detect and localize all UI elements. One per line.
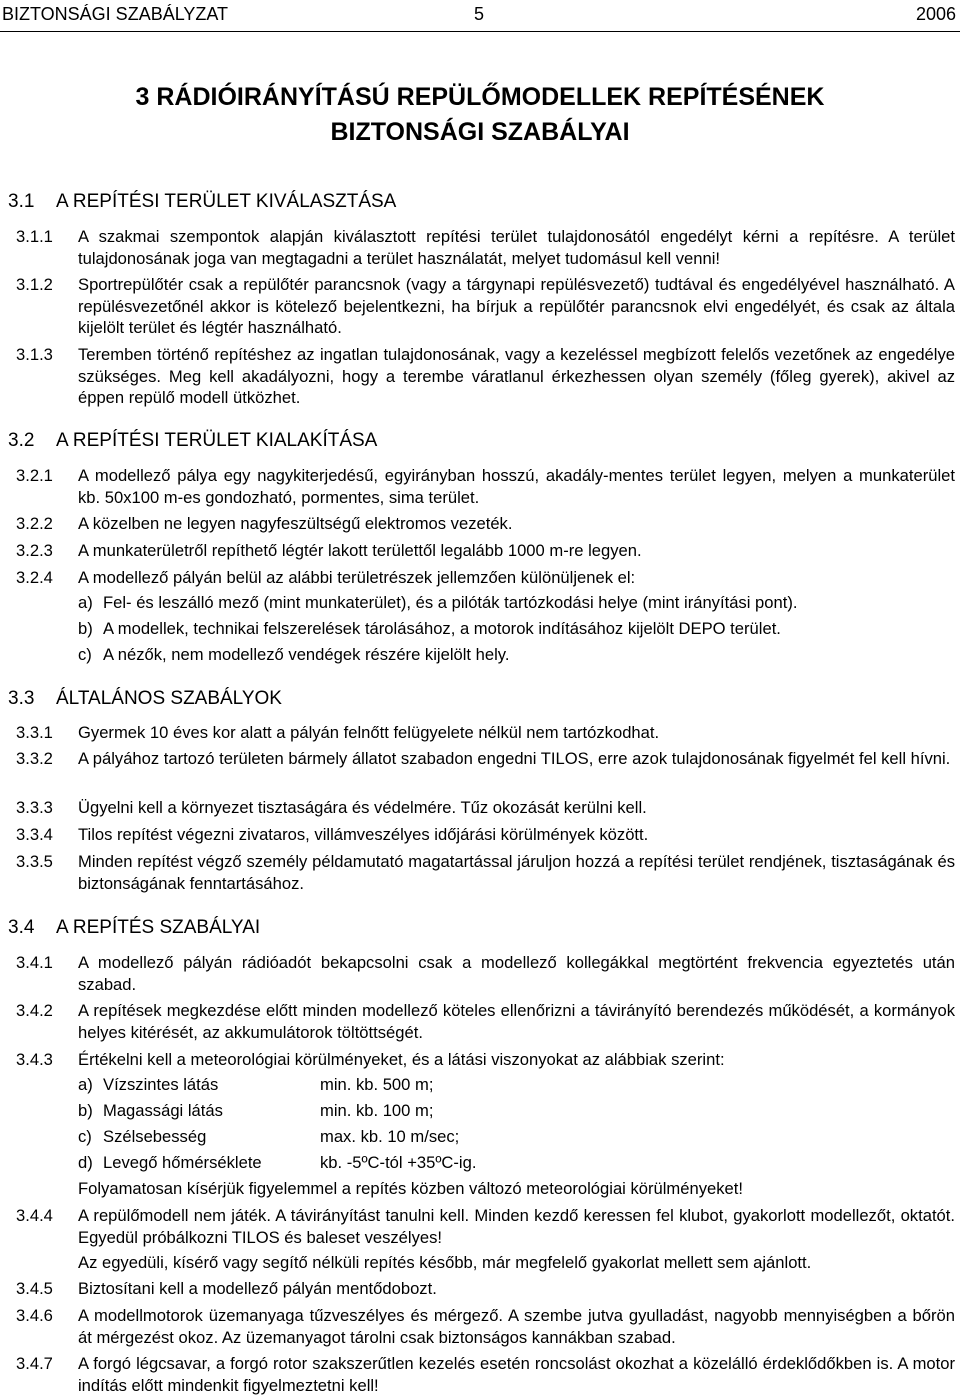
item-3-2-4: 3.2.4 A modellező pályán belül az alábbi területrészek jellemzően különüljenek el: [16, 568, 636, 587]
item-3-1-3: 3.1.3 Teremben történő repítéshez az ingatlan tulajdonosának, vagy a kezeléssel megbízott felelős vezetőnek az engedélye szükséges. Meg kell akadályozni, hogy a terembe váratlanul érkezhessen olyan személy (főleg gyerek), akivel az éppen repülő modell ütközhet. [16, 345, 955, 407]
header-page-number: 5 [474, 4, 485, 24]
item-3-2-1: 3.2.1 A modellező pálya egy nagykiterjedésű, egyirányban hosszú, akadály-mentes terület legyen, melyen a munkaterület kb. 50x100 m-es gondozható, pormentes, sima terület. [16, 466, 955, 507]
item-3-4-6: 3.4.6 A modellmotorok üzemanyaga tűzveszélyes és mérgező. A szembe jutva gyulladást, nagyobb mennyiségben a bőrön át mérgezést okoz. Az üzemanyagot tárolni csak biztonságos kannákban szabad. [16, 1306, 955, 1347]
item-3-2-2: 3.2.2 A közelben ne legyen nagyfeszültségű elektromos vezeték. [16, 514, 513, 533]
item-3-3-2: 3.3.2 A pályához tartozó területen bármely állatot szabadon engedni TILOS, erre azok tulajdonosának figyelmét fel kell hívni. [16, 749, 951, 768]
header-doc-title: BIZTONSÁGI SZABÁLYZAT [2, 4, 229, 24]
item-3-4-2: 3.4.2 A repítések megkezdése előtt minden modellező köteles ellenőrizni a távirányító berendezés működését, a kormányok helyes kitérését, az akkumulátorok töltöttségét. [16, 1001, 955, 1042]
item-3-4-5: 3.4.5 Biztosítani kell a modellező pályán mentődobozt. [16, 1279, 437, 1298]
item-3-4-7: 3.4.7 A forgó légcsavar, a forgó rotor szakszerűtlen kezelés esetén roncsolást okozhat a közelálló érdeklődőkben is. A motor indítás előtt mindenkit figyelmeztetni kell! [16, 1354, 955, 1395]
item-3-4-4-note: Az egyedüli, kísérő vagy segítő nélküli repítés később, már megfelelő gyakorlat mellett sem ajánlott. [78, 1253, 812, 1272]
item-3-3-1: 3.3.1 Gyermek 10 éves kor alatt a pályán felnőtt felügyelete nélkül nem tartózkodhat. [16, 723, 660, 742]
item-3-1-2: 3.1.2 Sportrepülőtér csak a repülőtér parancsnok (vagy a tárgynapi repülésvezető) tudtával és engedélyével használható. A repülésvezetőnél akkor is kötelező bejelentkezni, ha bírjuk a repülőtér parancsnok elvi engedélyét, és csak az általa kijelölt terület és légtér használható. [16, 275, 955, 337]
item-3-4-3: 3.4.3 Értékelni kell a meteorológiai körülményeket, és a látási viszonyokat az alábbiak szerint: [16, 1050, 725, 1069]
header-year: 2006 [915, 4, 956, 24]
item-3-2-3: 3.2.3 A munkaterületről repíthető légtér lakott területtől legalább 1000 m-re legyen. [16, 541, 642, 560]
weather-note: Folyamatosan kísérjük figyelemmel a repítés közben változó meteorológiai körülményeket! [78, 1179, 743, 1198]
item-3-4-1: 3.4.1 A modellező pályán rádióadót bekapcsolni csak a modellező kollegákkal megtörtént frekvencia egyeztetés után szabad. [16, 953, 955, 994]
item-3-3-5: 3.3.5 Minden repítést végző személy példamutató magatartással járuljon hozzá a repítési terület rendjének, tisztaságának és biztonságának fenntartásához. [16, 852, 955, 893]
chapter-title-line1: 3 RÁDIÓIRÁNYÍTÁSÚ REPÜLŐMODELLEK REPÍTÉSÉNEK [135, 83, 825, 111]
item-3-1-1: 3.1.1 A szakmai szempontok alapján kiválasztott repítési terület tulajdonosától engedélyt kérni a repítésre. A terület tulajdonosának joga van megtagadni a terület használatát, melyet tudomásul kell venni! [16, 227, 955, 268]
header-divider [0, 31, 960, 32]
item-3-3-4: 3.3.4 Tilos repítést végezni zivataros, villámveszélyes időjárási körülmények között. [16, 825, 649, 844]
item-3-3-3: 3.3.3 Ügyelni kell a környezet tisztaságára és védelmére. Tűz okozását kerülni kell. [16, 798, 647, 817]
item-3-4-4: 3.4.4 A repülőmodell nem játék. A távirányítást tanulni kell. Minden kezdő keressen fel klubot, gyakorlott modellezőt, oktatót. Egyedül próbálkozni TILOS és baleset veszélyes! [16, 1206, 955, 1247]
chapter-title-line2: BIZTONSÁGI SZABÁLYAI [330, 118, 630, 146]
page-header [0, 0, 960, 30]
